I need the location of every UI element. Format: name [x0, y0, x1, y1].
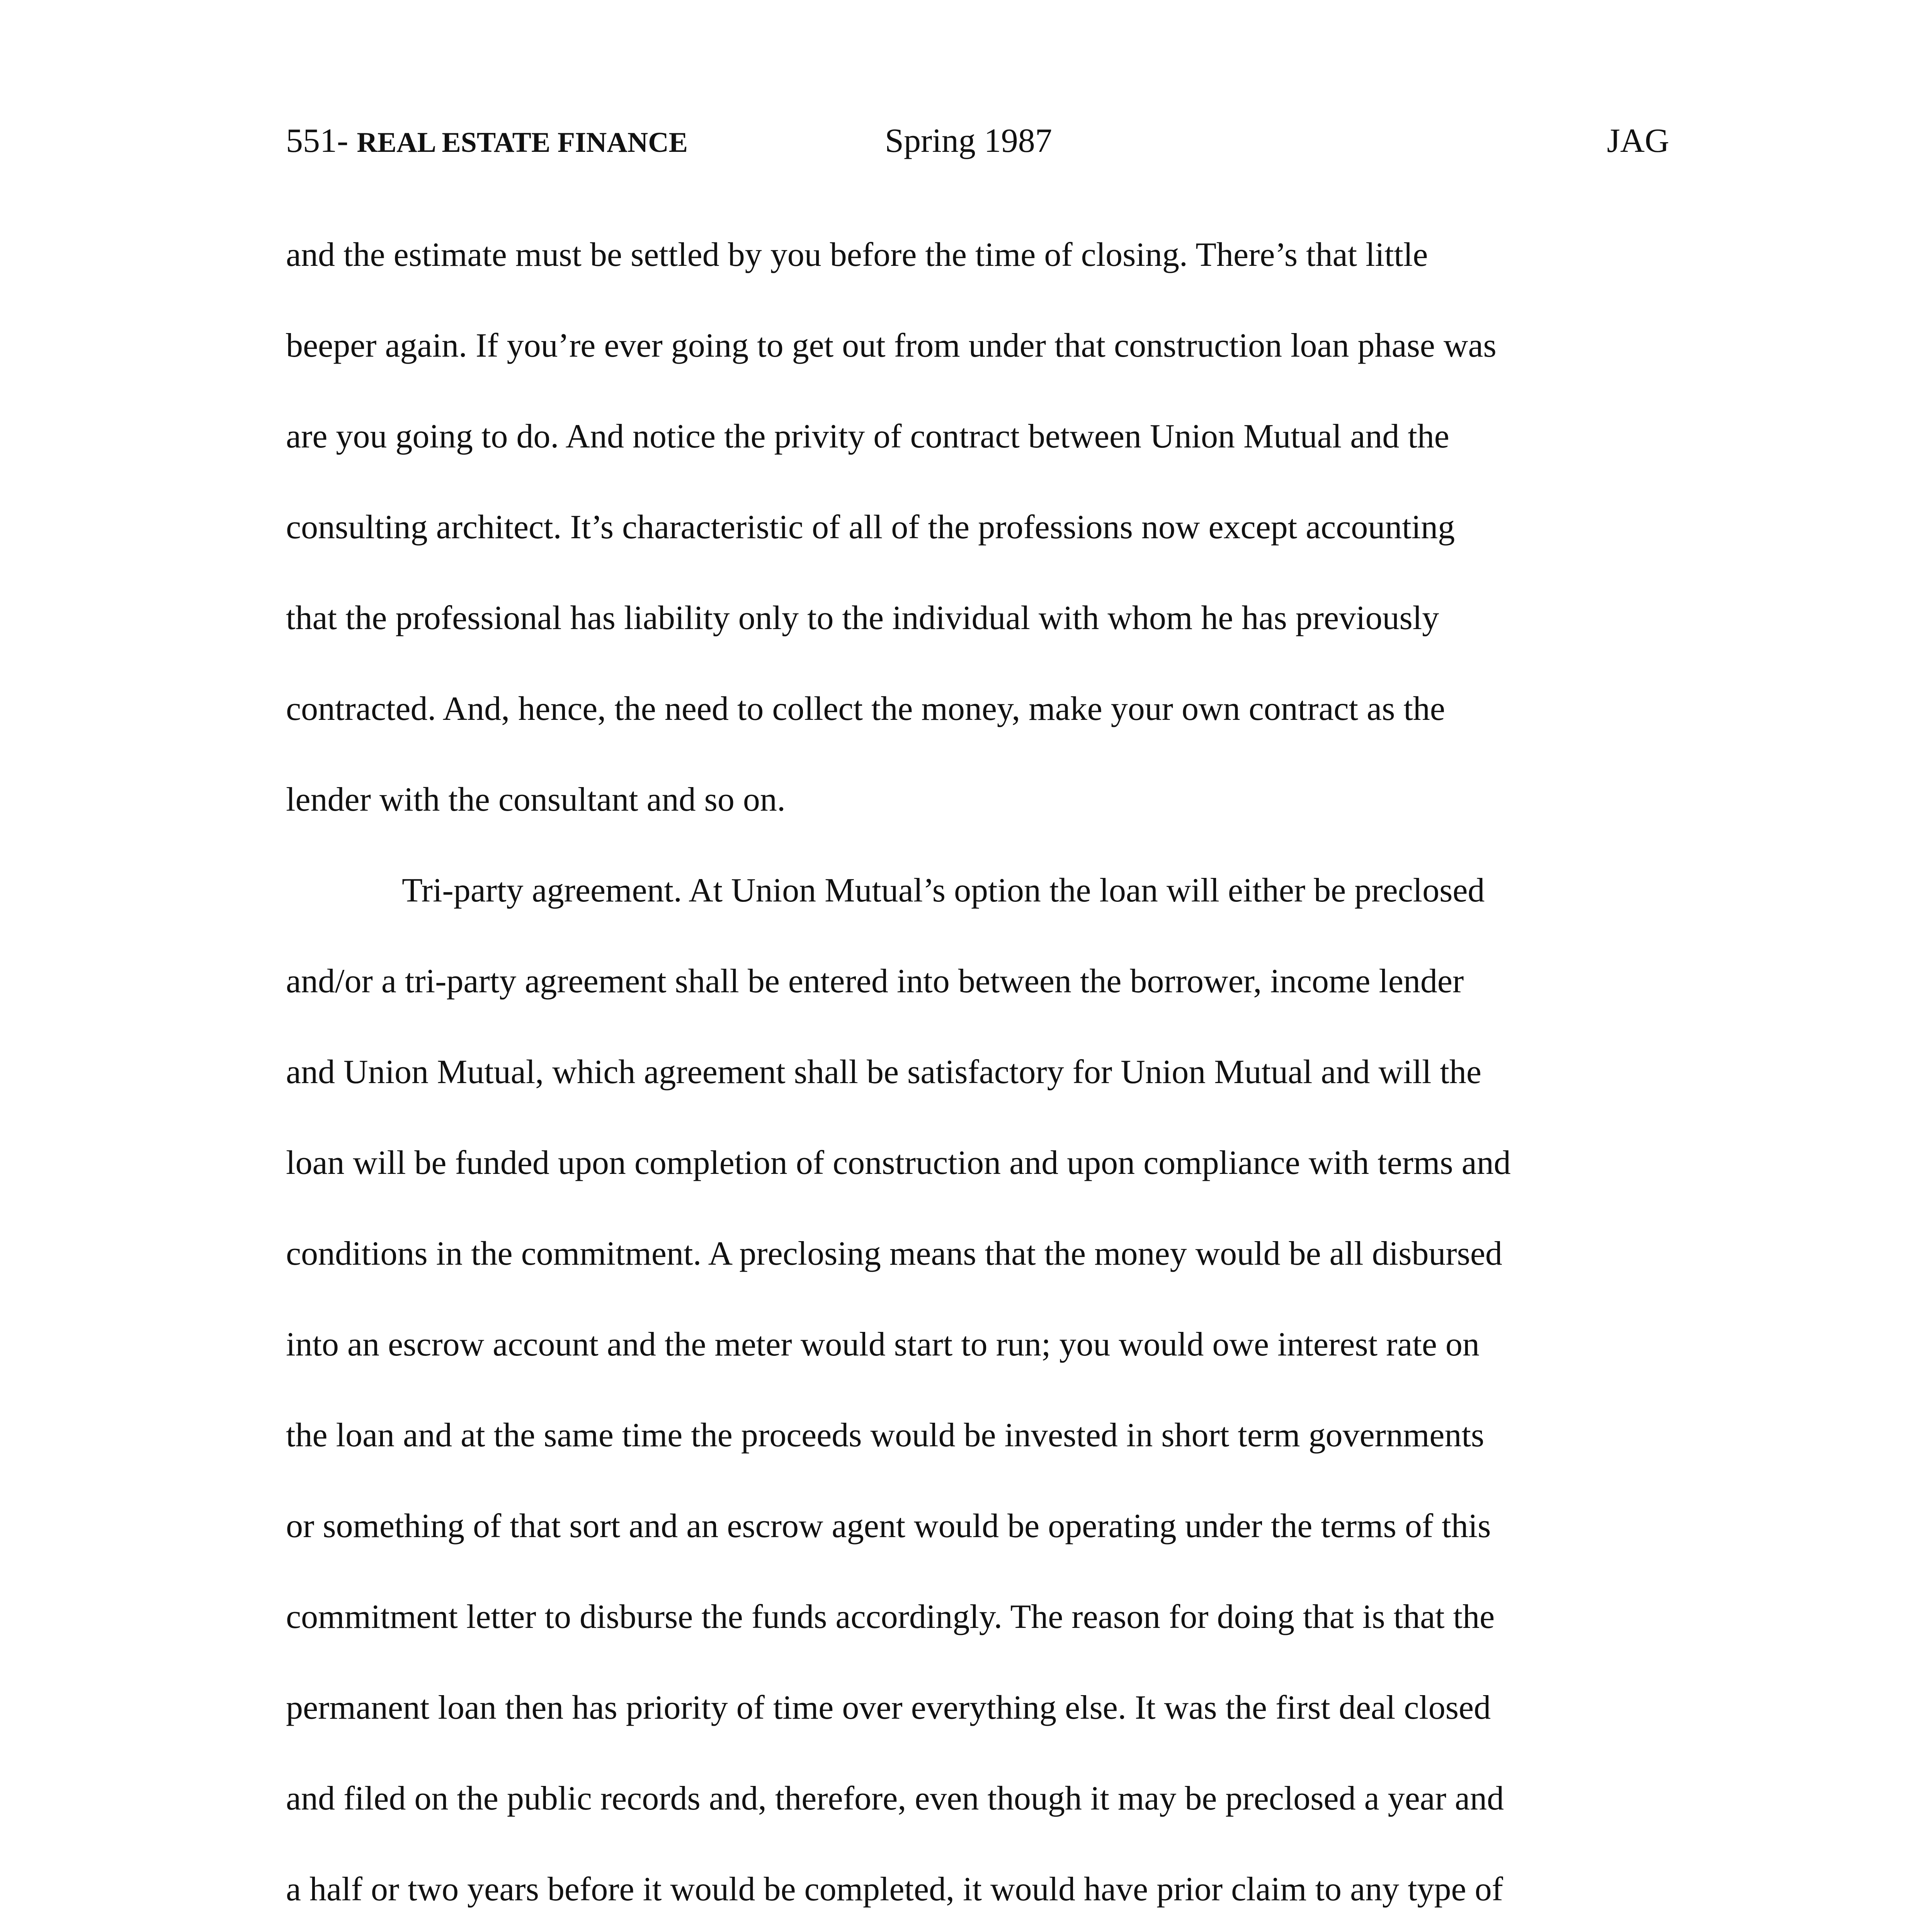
term-label: Spring 1987	[885, 122, 1052, 160]
text-line: and filed on the public records and, therefore, even though it may be preclosed a year and	[286, 1780, 1504, 1817]
author-initials: JAG	[1607, 122, 1669, 160]
text-line: and Union Mutual, which agreement shall be satisfactory for Union Mutual and will the	[286, 1053, 1481, 1091]
text-line: the loan and at the same time the proceeds would be invested in short term governments	[286, 1417, 1485, 1454]
text-line: contracted. And, hence, the need to collect the money, make your own contract as the	[286, 690, 1445, 728]
page-header	[286, 114, 1669, 168]
text-line: into an escrow account and the meter would start to run; you would owe interest rate on	[286, 1326, 1480, 1363]
text-line: conditions in the commitment. A preclosing means that the money would be all disbursed	[286, 1235, 1502, 1272]
text-line: consulting architect. It’s characteristic of all of the professions now except accounting	[286, 509, 1455, 546]
text-line: are you going to do. And notice the privity of contract between Union Mutual and the	[286, 418, 1449, 455]
text-line: beeper again. If you’re ever going to get out from under that construction loan phase was	[286, 327, 1497, 364]
text-line: or something of that sort and an escrow agent would be operating under the terms of this	[286, 1507, 1491, 1545]
body-text	[286, 232, 1677, 1932]
text-line: permanent loan then has priority of time over everything else. It was the first deal closed	[286, 1689, 1491, 1726]
text-line: Tri-party agreement. At Union Mutual’s option the loan will either be preclosed	[402, 872, 1485, 909]
text-line: and the estimate must be settled by you before the time of closing. There’s that little	[286, 236, 1428, 274]
text-line: that the professional has liability only to the individual with whom he has previously	[286, 599, 1439, 637]
course-title: REAL ESTATE FINANCE	[357, 127, 688, 158]
course-number: 551-	[286, 122, 357, 160]
text-line: a half or two years before it would be completed, it would have prior claim to any type of	[286, 1871, 1503, 1908]
text-line: commitment letter to disburse the funds accordingly. The reason for doing that is that the	[286, 1598, 1495, 1636]
text-line: lender with the consultant and so on.	[286, 781, 786, 818]
text-line: loan will be funded upon completion of construction and upon compliance with terms and	[286, 1144, 1511, 1182]
course-heading	[286, 114, 688, 170]
text-line: and/or a tri-party agreement shall be entered into between the borrower, income lender	[286, 963, 1464, 1000]
